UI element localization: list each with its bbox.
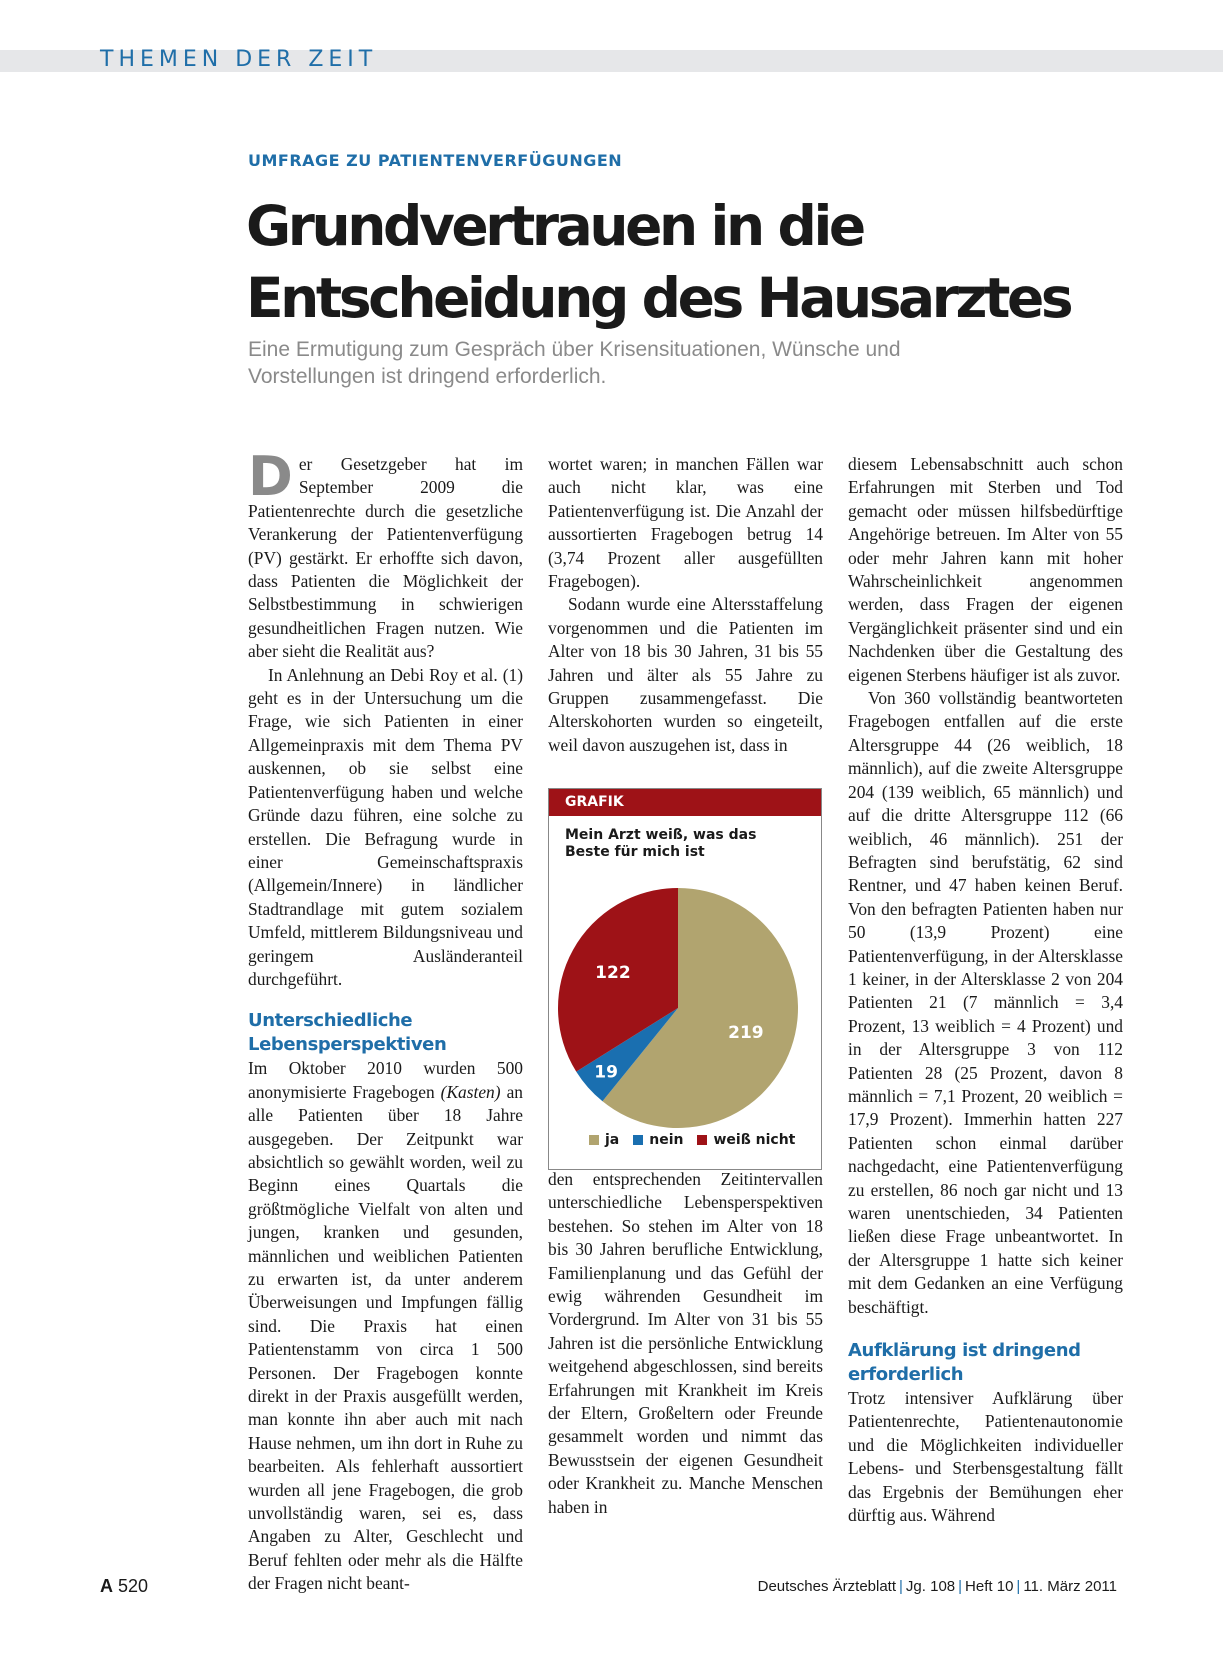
page-prefix: A [100, 1576, 113, 1596]
column-1 [248, 445, 523, 1596]
legend-item-nein [633, 1132, 683, 1148]
legend-item-weiss-nicht [697, 1132, 795, 1148]
page-number [100, 1576, 148, 1597]
graphic-label: GRAFIK [549, 789, 821, 816]
journal-volume: Jg. 108 [905, 1578, 956, 1595]
article-subtitle: Eine Ermutigung zum Gespräch über Krisensituationen, Wünsche und Vorstellungen ist dringend erforderlich. [248, 338, 901, 388]
paragraph-1 [248, 445, 523, 664]
paragraph-5: Sodann wurde eine Altersstaffelung vorgenommen und die Patienten im Alter von 18 bis 30 Jahren, 31 bis 55 Jahren und älter als 55 Jahre zu Gruppen zusammengefasst. Die Alterskohorten wurden so eingeteilt, weil davon auszugehen ist, dass in [548, 594, 823, 755]
paragraph-4: wortet waren; in manchen Fällen war auch nicht klar, was eine Patientenverfügung ist. Die Anzahl der aussortierten Fragebogen betrug 14 (3,74 Prozent aller ausgefüllten Fragebogen). [548, 454, 823, 592]
separator: | [1016, 1578, 1021, 1595]
chart-legend [589, 1132, 795, 1148]
legend-swatch-nein [633, 1135, 643, 1145]
article-headline: Grundvertrauen in die Entscheidung des Hausarztes [246, 194, 1071, 330]
pie-chart [549, 789, 821, 1169]
paragraph-9: Trotz intensiver Aufklärung über Patientenrechte, Patientenautonomie und die Möglichkeiten individueller Lebens- und Sterbensgestaltung fällt das Ergebnis der Bemühungen eher dürftig aus. Während [848, 1388, 1123, 1526]
subheading-aufklaerung: Aufklärung ist dringend erforderlich [848, 1340, 1081, 1386]
page-number-value: 520 [118, 1576, 149, 1596]
legend-label-ja: ja [605, 1132, 620, 1148]
legend-item-ja [589, 1132, 619, 1148]
paragraph-6: den entsprechenden Zeitintervallen unterschiedliche Lebensperspektiven bestehen. So stehen im Alter von 18 bis 30 Jahren berufliche Entwicklung, Familienplanung und das Gefühl der ewig währenden Gesundheit im Vordergrund. Im Alter von 31 bis 55 Jahren ist die persönliche Entwicklung weitgehend abgeschlossen, sind bereits Erfahrungen mit Krankheit im Kreis der Eltern, Großeltern oder Freunde gesammelt worden und nimmt das Bewusstsein der eigenen Gesundheit oder Krankheit zu. Manche Menschen haben in [548, 1169, 823, 1517]
paragraph-3 [248, 1057, 523, 1595]
journal-date: 11. März 2011 [1023, 1578, 1117, 1595]
legend-swatch-ja [589, 1135, 599, 1145]
subheading-lebensperspektiven: Unterschiedliche Lebensperspektiven [248, 1010, 447, 1056]
paragraph-1-text: er Gesetzgeber hat im September 2009 die Patientenrechte durch die gesetzliche Verankerung der Patientenverfügung (PV) gestärkt. Er erhoffte sich davon, dass Patienten die Möglichkeit der Selbstbestimmung in schwierigen gesundheitlichen Fragen nutzen. Wie aber sieht die Realität aus? [248, 454, 523, 662]
pie-label-weiss-nicht: 122 [595, 962, 631, 983]
paragraph-8: Von 360 vollständig beantworteten Fragebogen entfallen auf die erste Altersgruppe 44 (26 weiblich, 18 männlich), auf die zweite Altersgruppe 204 (139 weiblich, 65 männlich) und auf die dritte Altersgruppe 112 (66 weiblich, 46 männlich). 251 der Befragten sind berufstätig, 62 sind Rentner, und 47 haben keinen Beruf. Von den befragten Patienten haben nur 50 (13,9 Prozent) eine Patientenverfügung, in der Altersklasse 1 keiner, in der Altersklasse 2 von 204 Patienten 21 (7 männlich = 3,4 Prozent, 13 weiblich = 4 Prozent) und in der Altersgruppe 3 von 112 Patienten 28 (25 Prozent, davon 8 männlich = 7,1 Prozent, 20 weiblich = 17,9 Prozent). Immerhin hatten 227 Patienten schon einmal darüber nachgedacht, eine Patientenverfügung zu erstellen, 86 noch gar nicht und 13 waren unentschieden, 34 Patienten ließen diese Frage unbeantwortet. In der Altersgruppe 1 hatte sich keiner mit dem Gedanken an eine Verfügung beschäftigt. [848, 688, 1123, 1317]
chart-title: Mein Arzt weiß, was das Beste für mich ist [565, 827, 757, 860]
section-label: THEMEN DER ZEIT [100, 47, 378, 72]
paragraph-3-lead: Im Oktober 2010 wurden 500 anonymisierte Fragebogen [248, 1058, 523, 1102]
paragraph-7: diesem Lebensabschnitt auch schon Erfahrungen mit Sterben und Tod gemacht oder müssen hilfsbedürftige Angehörige betreuen. Im Alter von 55 oder mehr Jahren kann mit hoher Wahrscheinlichkeit angenommen werden, dass Fragen der eigenen Vergänglichkeit präsenter sind und ein Nachdenken über die Gestaltung des eigenen Sterbens häufiger ist als zuvor. [848, 454, 1123, 685]
paragraph-3-text: an alle Patienten über 18 Jahre ausgegeben. Der Zeitpunkt war absichtlich so gewählt worden, weil zu Beginn eines Quartals die größtmögliche Vielfalt von alten und jungen, kranken und gesunden, männlichen und weiblichen Patienten zu erwarten ist, da unter anderem Überweisungen und Impfungen fällig sind. Die Praxis hat einen Patientenstamm von circa 1 500 Personen. Der Fragebogen konnte direkt in der Praxis ausgefüllt werden, man konnte ihn aber auch mit nach Hause nehmen, um ihn dort in Ruhe zu bearbeiten. Als fehlerhaft aussortiert wurden all jene Fragebogen, die grob unvollständig waren, sei es, dass Angaben zu Alter, Geschlecht und Beruf fehlten oder mehr als die Hälfte der Fragen nicht beant- [248, 1081, 523, 1594]
paragraph-2: In Anlehnung an Debi Roy et al. (1) geht es in der Untersuchung um die Frage, wie sich Patienten in einer Allgemeinpraxis mit dem Thema PV auskennen, ob sie selbst eine Patientenverfügung haben und welche Gründe dazu führen, eine solche zu erstellen. Die Befragung wurde in einer Gemeinschaftspraxis (Allgemein/Innere) in ländlicher Stadtrandlage mit gutem sozialem Umfeld, mittlerem Bildungsniveau und geringem Ausländeranteil durchgeführt. [248, 664, 523, 989]
journal-name: Deutsches Ärzteblatt [757, 1578, 897, 1595]
journal-issue: Heft 10 [965, 1578, 1014, 1595]
pie-chart-graphic [548, 788, 822, 1170]
legend-label-nein: nein [649, 1132, 684, 1148]
column-2-bottom [548, 1168, 823, 1519]
article-kicker: UMFRAGE ZU PATIENTENVERFÜGUNGEN [248, 151, 623, 170]
publication-info [758, 1578, 1117, 1595]
drop-cap: D [248, 445, 293, 508]
legend-label-weiss-nicht: weiß nicht [713, 1132, 796, 1148]
separator: | [899, 1578, 903, 1595]
legend-swatch-weiss-nicht [697, 1135, 707, 1145]
separator: | [958, 1578, 963, 1595]
pie-label-ja: 219 [728, 1023, 764, 1044]
column-2-top [548, 453, 823, 757]
pie-label-nein: 19 [594, 1062, 618, 1083]
column-3 [848, 453, 1123, 1527]
kasten-reference: (Kasten) [440, 1081, 501, 1102]
